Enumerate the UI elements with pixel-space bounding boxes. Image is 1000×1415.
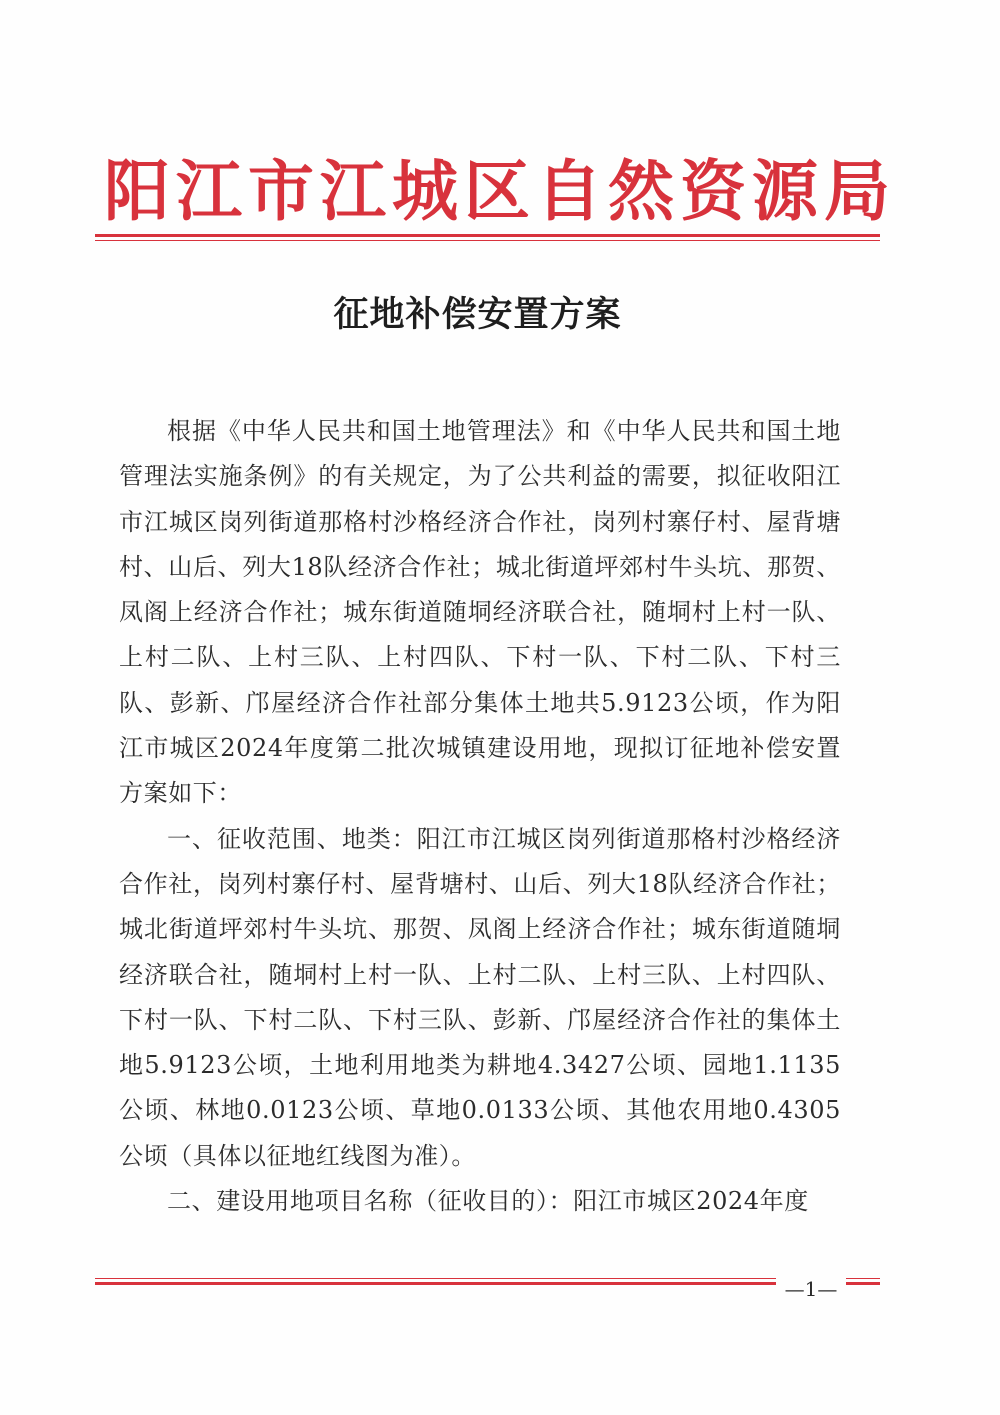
body-paragraph: 根据《中华人民共和国土地管理法》和《中华人民共和国土地管理法实施条例》的有关规定，为了公共利益的需要，拟征收阳江市江城区岗列街道那格村沙格经济合作社，岗列村寨仔村、屋背塘村、山后、列大18队经济合作社；城北街道坪郊村牛头坑、那贺、凤阁上经济合作社；城东街道随垌经济联合社，随垌村上村一队、上村二队、上村三队、上村四队、下村一队、下村二队、下村三队、彭新、邝屋经济合作社部分集体土地共5.9123公顷，作为阳江市城区2024年度第二批次城镇建设用地，现拟订征地补偿安置方案如下： <box>119 417 841 808</box>
footer-red-rule-thin <box>95 1278 880 1279</box>
header-red-rule-thick <box>95 234 880 237</box>
footer-red-rule-thick <box>95 1282 880 1285</box>
document-body <box>119 409 841 1224</box>
body-paragraph: 一、征收范围、地类：阳江市江城区岗列街道那格村沙格经济合作社，岗列村寨仔村、屋背塘村、山后、列大18队经济合作社；城北街道坪郊村牛头坑、那贺、凤阁上经济合作社；城东街道随垌经济联合社，随垌村上村一队、上村二队、上村三队、上村四队、下村一队、下村二队、下村三队、彭新、邝屋经济合作社的集体土地5.9123公顷，土地利用地类为耕地4.3427公顷、园地1.1135公顷、林地0.0123公顷、草地0.0133公顷、其他农用地0.4305公顷（具体以征地红线图为准）。 <box>119 824 841 1170</box>
body-paragraph: 二、建设用地项目名称（征收目的）：阳江市城区2024年度 <box>167 1187 809 1216</box>
header-red-rule-thin <box>95 240 880 241</box>
document-title: 征地补偿安置方案 <box>333 294 622 335</box>
issuing-organization-header: 阳江市江城区自然资源局 <box>104 152 896 230</box>
page-number: —1— <box>776 1278 846 1300</box>
